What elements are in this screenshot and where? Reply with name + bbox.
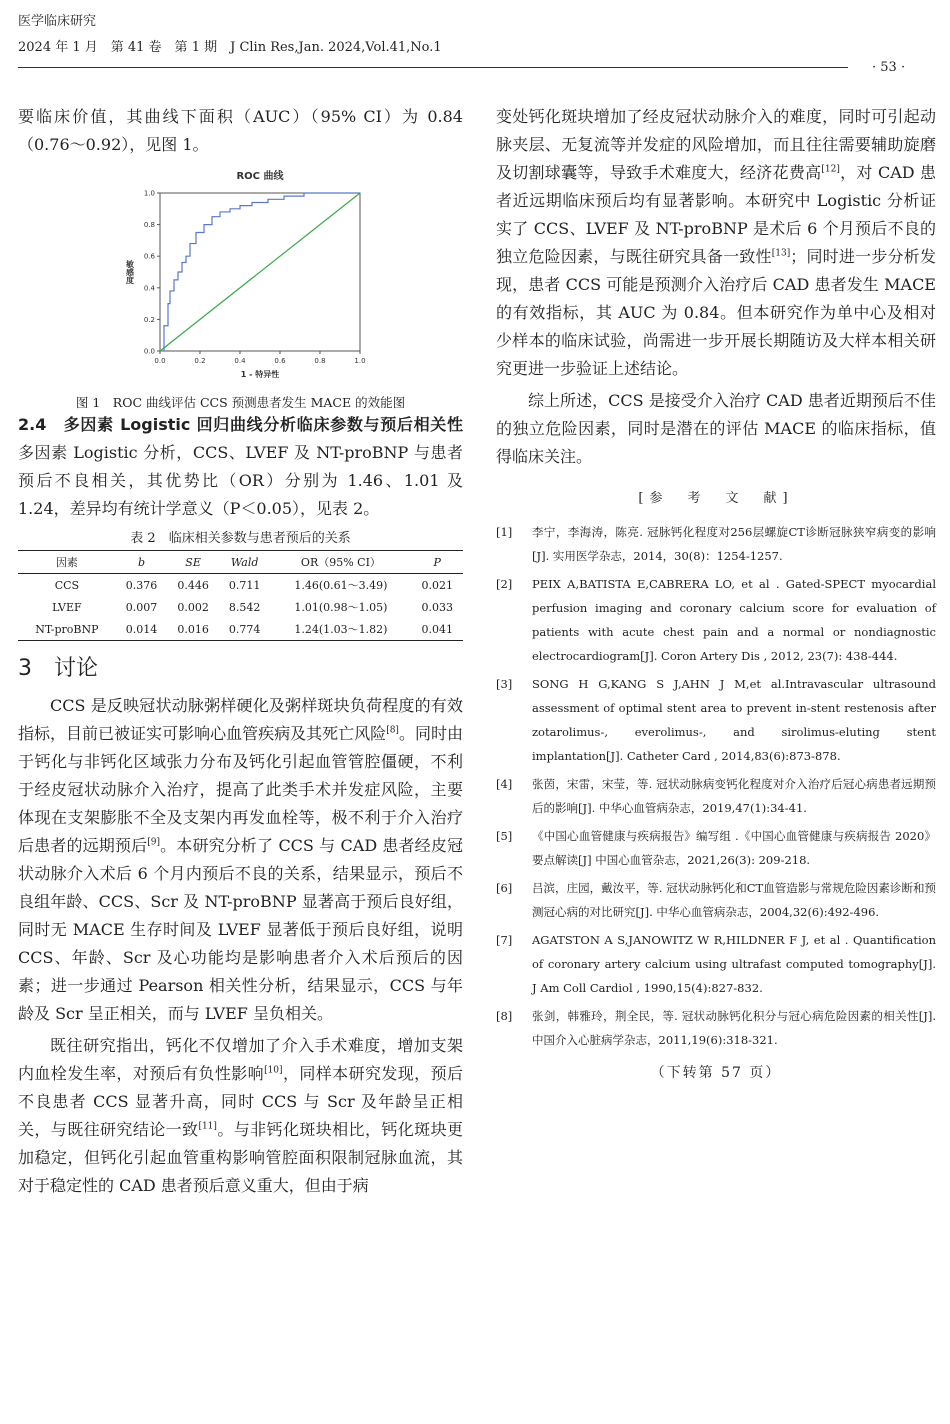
citation: [13] [771,248,791,259]
table-cell: CCS [54,578,80,592]
left-column [18,103,463,1200]
y-axis-label: 敏感度 [125,260,135,284]
th-wald: Wald [219,551,271,574]
reference-item [496,572,936,668]
reference-number: [1] [496,525,513,539]
text-run: 。本研究分析了 CCS 与 CAD 患者经皮冠状动脉介入术后 6 个月内预后不良的关系，结果显示，预后不良组年龄、CCS、Scr 及 NT-proBNP 显著高于预后良好组，同时无 MACE 生存时间及 LVEF 显著低于预后良好组，说明 CCS、年龄、Scr 及心功能均是影响患者介入术后预后的因素；进一步通过 Pearson 相关性分析，结果显示，CCS 与年龄及 Scr 呈正相关，而与 LVEF 呈负相关。 [18,836,463,1023]
x-tick-label: 0.0 [154,357,166,365]
reference-text: AGATSTON A S,JANOWITZ W R,HILDNER F J, et al . Quantification of coronary artery calcium using ultrafast computed tomography[J]. J Am Coll Cardiol , 1990,15(4):827-832. [532,933,936,995]
reference-text: 李宁，李海涛，陈亮. 冠脉钙化程度对256层螺旋CT诊断冠脉狭窄病变的影响[J]. 实用医学杂志，2014，30(8)：1254-1257. [532,525,936,563]
x-tick-label: 0.8 [314,357,326,365]
table-cell: 0.376 [125,578,158,592]
citation: [11] [198,1121,217,1132]
right-column [496,103,936,1082]
table-cell: NT-proBNP [18,618,116,641]
table-cell: 1.01(0.98～1.05) [294,601,388,614]
section-2-4 [18,411,463,523]
table-cell: 0.041 [411,618,463,641]
y-tick-label: 0.0 [143,347,155,356]
th-factor: 因素 [18,551,116,574]
discussion-paragraph-2 [18,1032,463,1200]
continued-note: （下转第 57 页） [650,1065,782,1081]
table-2 [18,550,463,641]
text-run: 。同时由于钙化与非钙化区域张力分布及钙化引起血管管腔僵硬，不利于经皮冠状动脉介入治疗，提高了此类手术并发症风险，主要体现在支架膨胀不全及支架内再发血栓等，极不利于介入治疗后患者的远期预后 [18,724,463,855]
y-tick-label: 0.4 [143,284,155,293]
right-paragraph-1 [496,103,936,383]
table-row [18,596,463,618]
text-run: CCS 是反映冠状动脉粥样硬化及粥样斑块负荷程度的有效指标，目前已被证实可影响心血管疾病及其死亡风险 [18,696,463,743]
th-p: P [411,551,463,574]
reference-item [496,672,936,768]
reference-text: 张茵，宋雷，宋莹，等. 冠状动脉病变钙化程度对介入治疗后冠心病患者远期预后的影响[J]. 中华心血管病杂志，2019,47(1):34-41. [532,777,936,815]
issue-line: 2024 年 1 月 第 41 卷 第 1 期 J Clin Res,Jan. 2024,Vol.41,No.1 [18,40,442,55]
text-run: 变处钙化斑块增加了经皮冠状动脉介入的难度，同时可引起动脉夹层、无复流等并发症的风险增加，而且往往需要辅助旋磨及切割球囊等，导致手术难度大，经济花费高 [496,107,936,182]
journal-name: 医学临床研究 [18,14,97,29]
reference-number: [5] [496,829,513,843]
x-tick-label: 0.6 [274,357,286,365]
table-cell: 0.711 [228,578,261,592]
table-cell: 1.24(1.03～1.82) [270,618,411,641]
x-tick-label: 0.2 [194,357,206,365]
reference-text: 张剑，韩雅玲，荆全民，等. 冠状动脉钙化积分与冠心病危险因素的相关性[J]. 中国介入心脏病学杂志，2011,19(6):318-321. [532,1009,936,1047]
y-tick-label: 1.0 [143,189,155,198]
reference-item [496,772,936,820]
discussion-paragraph-1 [18,692,463,1028]
page-number: · 53 · [872,60,906,75]
reference-number: [3] [496,677,513,691]
references-title: [参 考 文 献] [638,491,794,506]
paragraph-auc: 要临床价值，其曲线下面积（AUC）（95% CI）为 0.84（0.76～0.92），见图 1。 [18,107,463,154]
reference-number: [6] [496,881,513,895]
text-run: 。与非钙化斑块相比，钙化斑块更加稳定，但钙化引起血管重构影响管腔面积限制冠脉血流，其对于稳定性的 CAD 患者预后意义重大，但由于病 [18,1120,463,1195]
citation: [9] [147,837,160,848]
th-se: SE [167,551,219,574]
table-row [18,574,463,597]
text-run: ；同时进一步分析发现，患者 CCS 可能是预测介入治疗后 CAD 患者发生 MACE 的有效指标，其 AUC 为 0.84。但本研究作为单中心及相对少样本的临床试验，尚需进一步开展长期随访及大样本相关研究更进一步验证上述结论。 [496,247,936,378]
text-run: ，对 CAD 患者近远期临床预后均有显著影响。本研究中 Logistic 分析证实了 CCS、LVEF 及 NT-proBNP 是术后 6 个月预后不良的独立危险因素，与既往研究具备一致性 [496,163,936,266]
reference-number: [8] [496,1009,513,1023]
reference-text: 《中国心血管健康与疾病报告》编写组 .《中国心血管健康与疾病报告 2020》要点解读[J] 中国心血管杂志，2021,26(3): 209-218. [532,829,936,867]
reference-text: PEIX A,BATISTA E,CABRERA LO, et al . Gated-SPECT myocardial perfusion imaging and coronary calcium score for evaluation of patients with acute chest pain and a normal or nondiagnostic electrocardiogram[J]. Coron Artery Dis , 2012, 23(7): 438-444. [532,577,936,663]
table-cell: 0.007 [125,600,158,614]
reference-item [496,928,936,1000]
conclusion-paragraph: 综上所述，CCS 是接受介入治疗 CAD 患者近期预后不佳的独立危险因素，同时是潜在的评估 MACE 的临床指标，值得临床关注。 [496,391,936,466]
th-or: OR（95% CI） [270,551,411,574]
reference-item [496,824,936,872]
figure-caption: 图 1 ROC 曲线评估 CCS 预测患者发生 MACE 的效能图 [75,395,406,410]
header-rule [18,67,848,68]
section-3-title: 3 讨论 [18,656,98,681]
table-cell: LVEF [52,600,82,614]
table-cell: 0.014 [116,618,168,641]
table-cell: 1.46(0.61～3.49) [294,579,388,592]
table-row [18,618,463,641]
th-b: b [116,551,168,574]
reference-item [496,520,936,568]
reference-line [160,193,360,351]
reference-item [496,876,936,924]
x-axis-label: 1 - 特异性 [240,370,280,379]
citation: [12] [821,164,840,175]
reference-number: [4] [496,777,513,791]
table-cell: 0.446 [177,578,209,592]
table-cell: 8.542 [228,600,261,614]
reference-text: SONG H G,KANG S J,AHN J M,et al.Intravascular ultrasound assessment of optimal stent area to prevent in-stent restenosis after zotarolimus-, everolimus-, and sirolimus-eluting stent implantation[J]. Catheter Card , 2014,83(6):873-878. [532,677,936,763]
reference-list [496,520,936,1052]
x-tick-label: 1.0 [354,357,366,365]
y-tick-label: 0.6 [143,252,155,261]
roc-chart [118,165,378,387]
table-cell: 0.033 [421,600,453,614]
table-cell: 0.002 [177,600,209,614]
x-tick-label: 0.4 [234,357,246,365]
text-run: ，同样本研究发现，预后不良患者 CCS 显著升高，同时 CCS 与 Scr 及年龄呈正相关，与既往研究结论一致 [18,1064,463,1139]
y-tick-label: 0.2 [143,315,155,324]
table-header-row [18,551,463,574]
roc-figure [118,165,378,387]
citation: [10] [264,1065,283,1076]
text-run: 既往研究指出，钙化不仅增加了介入手术难度，增加支架内血栓发生率，对预后有负性影响 [18,1036,463,1083]
chart-title: ROC 曲线 [236,171,284,182]
reference-number: [2] [496,577,513,591]
section-2-4-title: 2.4 多因素 Logistic 回归曲线分析临床参数与预后相关性 [18,415,463,434]
table-caption: 表 2 临床相关参数与患者预后的关系 [130,531,351,546]
table-cell: 0.016 [167,618,219,641]
table-cell: 0.774 [219,618,271,641]
section-2-4-text: 多因素 Logistic 分析，CCS、LVEF 及 NT-proBNP 与患者预后不良相关，其优势比（OR）分别为 1.46、1.01 及 1.24，差异均有统计学意义（P＜0.05），见表 2。 [18,443,463,518]
reference-text: 吕滨，庄园，戴汝平，等. 冠状动脉钙化和CT血管造影与常规危险因素诊断和预测冠心病的对比研究[J]. 中华心血管病杂志，2004,32(6):492-496. [532,881,936,919]
reference-item [496,1004,936,1052]
citation: [8] [386,725,399,736]
y-tick-label: 0.8 [143,221,155,230]
table-cell: 0.021 [421,578,453,592]
reference-number: [7] [496,933,513,947]
